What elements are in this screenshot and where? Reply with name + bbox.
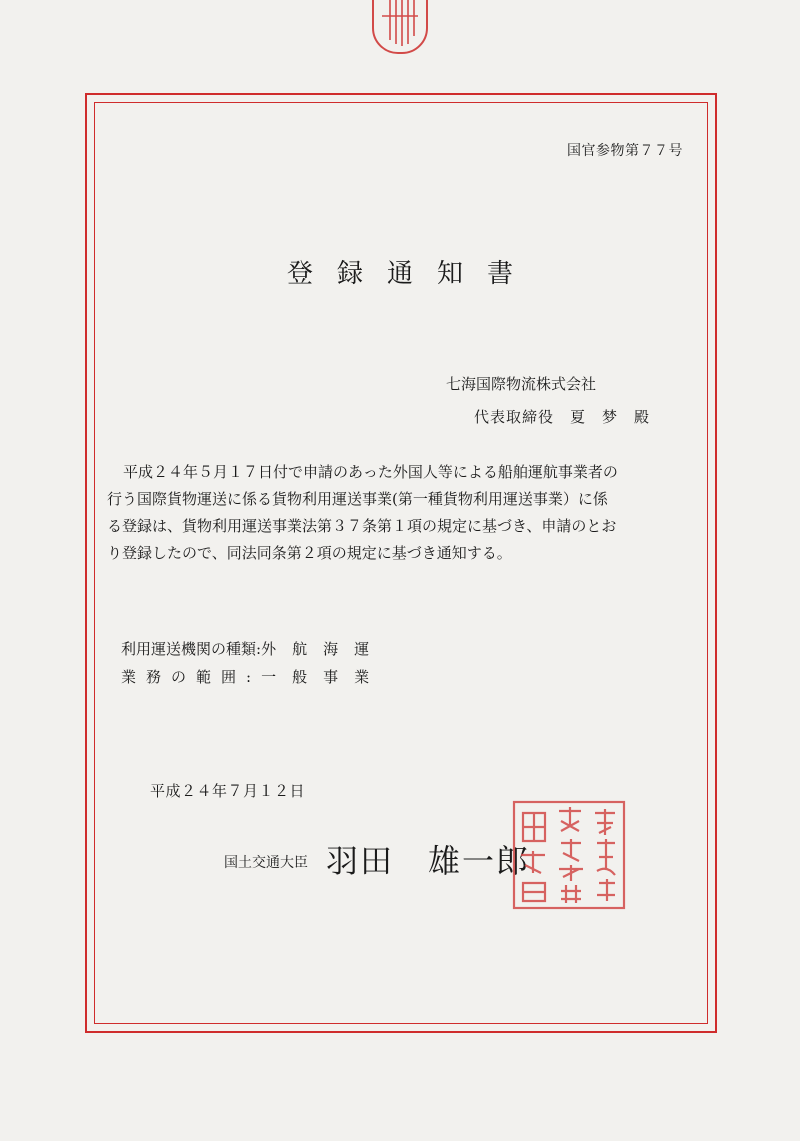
field-transport-type: [121, 638, 385, 659]
field-business-scope: [121, 666, 385, 687]
field-label: 業務の範囲:: [121, 668, 262, 686]
body-line: り登録したので、同法同条第２項の規定に基づき通知する。: [107, 544, 512, 562]
addressee-company: 七海国際物流株式会社: [446, 375, 597, 393]
field-label: 利用運送機関の種類:: [121, 640, 262, 658]
notification-body: [107, 459, 699, 567]
official-seal-icon: [511, 799, 627, 911]
field-value: 一般事業: [261, 668, 386, 686]
document-number: 国官参物第７７号: [567, 143, 683, 159]
official-seal-stamp: [511, 799, 627, 911]
top-seal-marks-icon: [374, 0, 426, 52]
top-seal-stamp: [372, 0, 428, 54]
field-value: 外航海運: [261, 640, 386, 658]
issue-date: 平成２４年７月１２日: [150, 782, 306, 800]
issuer-title: 国土交通大臣: [224, 855, 308, 871]
body-line: 平成２４年５月１７日付で申請のあった外国人等による船舶運航事業者の: [123, 463, 618, 481]
document-title: 登録通知書: [286, 259, 537, 289]
issuer-name: 羽田 雄一郎: [326, 842, 531, 880]
addressee-representative: 代表取締役 夏 梦 殿: [474, 408, 651, 426]
body-line: 行う国際貨物運送に係る貨物利用運送事業(第一種貨物利用運送事業）に係: [107, 490, 608, 508]
body-line: る登録は、貨物利用運送事業法第３７条第１項の規定に基づき、申請のとお: [107, 517, 617, 535]
